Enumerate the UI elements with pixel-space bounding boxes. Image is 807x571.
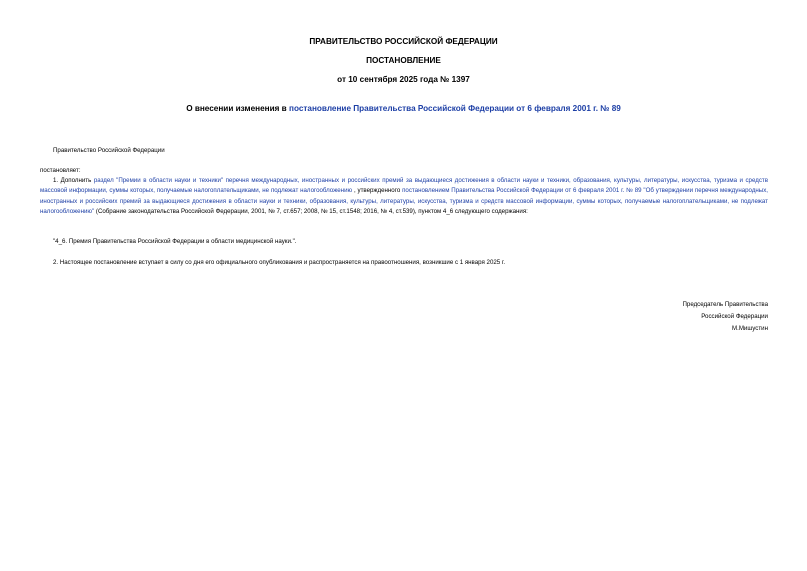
resolves-text: постановляет:	[40, 167, 81, 174]
preamble-text: Правительство Российской Федерации	[53, 147, 165, 154]
date-number-heading: от 10 сентября 2025 года № 1397	[337, 75, 470, 84]
item-1-suffix: (Собрание законодательства Российской Федерации, 2001, № 7, ст.657; 2008, № 15, ст.1548; 2016, № 4, ст.539), пунктом 4_6 следующего содержания:	[94, 208, 528, 216]
document-type-heading: ПОСТАНОВЛЕНИЕ	[366, 56, 441, 65]
government-heading: ПРАВИТЕЛЬСТВО РОССИЙСКОЙ ФЕДЕРАЦИИ	[309, 37, 498, 46]
signature-block	[682, 299, 768, 335]
title-link-decree-89[interactable]: постановление Правительства Российской Федерации от 6 февраля 2001 г. № 89	[289, 104, 621, 113]
title-prefix: О внесении изменения в	[186, 104, 289, 113]
quoted-item-4-6: "4_6. Премия Правительства Российской Федерации в области медицинской науки.".	[53, 238, 297, 245]
section-prizes-link[interactable]: раздел "Премии в области науки и техники" перечня международных, иностранных и российских премий за выдающиеся достижения в области науки и техники, образования, культуры, литературы, искусства, туризма и средств массовой информации, суммы которых, получаемые налогоплательщиками, не подлежат налогообложению	[40, 177, 768, 195]
item-2-paragraph: 2. Настоящее постановление вступает в силу со дня его официального опубликования и распространяется на правоотношения, возникшие с 1 января 2025 г.	[53, 259, 506, 266]
decree-89-link[interactable]: постановлением Правительства Российской Федерации от 6 февраля 2001 г. № 89 "Об утверждении перечня международных, иностранных и российских премий за выдающиеся достижения в области науки и техники, образования, культуры, литературы, искусства, туризма и средств массовой информации, суммы которых, получаемые налогоплательщиками, не подлежат налогообложению"	[40, 187, 768, 216]
signature-position: Председатель Правительства	[682, 301, 768, 308]
document-title	[0, 104, 807, 114]
signature-organization: Российской Федерации	[701, 313, 768, 320]
item-1-prefix: 1. Дополнить	[53, 177, 94, 184]
signature-name: М.Мишустин	[732, 325, 768, 332]
item-1-middle: , утвержденного	[352, 187, 403, 195]
item-1-paragraph	[40, 176, 768, 218]
